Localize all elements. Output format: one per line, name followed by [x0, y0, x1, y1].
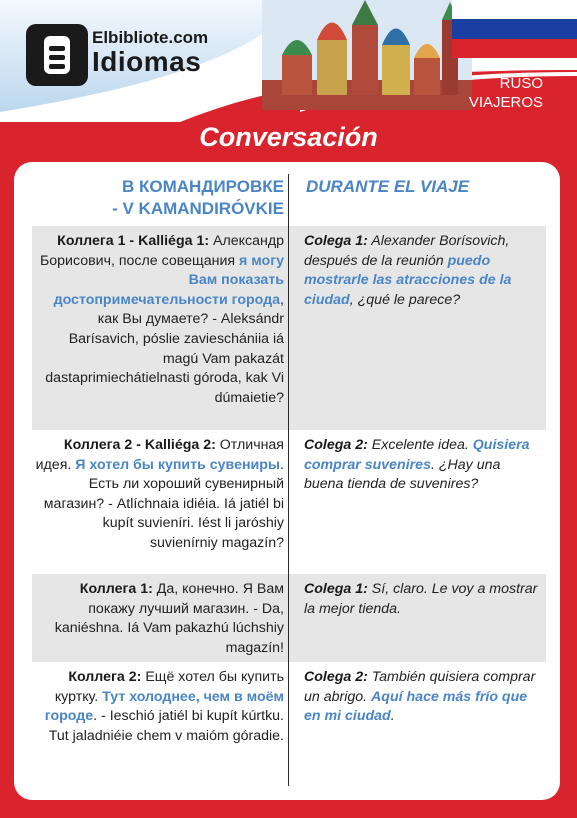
russian-header-line1: В КОМАНДИРОВКЕ: [122, 177, 284, 196]
text: También quisiera comprar un abrigo.: [304, 669, 536, 705]
tag-language: RUSO: [499, 75, 543, 92]
speaker-label: Colega 1:: [304, 581, 368, 597]
russian-column-header: [32, 176, 284, 220]
speaker-label: Colega 2:: [304, 437, 368, 453]
conversation-card: [14, 162, 560, 800]
highlight-phrase: я могу Вам показать достопримечательности города: [53, 252, 284, 308]
dialogue-row: [32, 662, 546, 792]
text: Отличная идея.: [35, 437, 284, 473]
russian-line: [32, 436, 284, 554]
text: . ¿Hay una buena tienda de suvenires?: [304, 456, 501, 493]
highlight-phrase: Aquí hace más frío que en mi ciudad: [304, 688, 528, 725]
text: .: [390, 708, 395, 725]
text: , ¿qué le parece?: [349, 291, 461, 308]
highlight-phrase: Тут холоднее, чем в моём городе: [44, 688, 284, 725]
speaker-label: Colega 2:: [304, 669, 368, 685]
dialogue-row: [32, 226, 546, 430]
russian-line: [32, 232, 284, 408]
speaker-label: Коллега 1 - Kalliéga 1:: [57, 233, 210, 249]
text: , как Вы думаете? - Aleksándr Barísavich, póslie zavieschániia iá magú Vam pakazát dastaprimiechátielnasti góroda, kak Vi dúmaietie?: [45, 291, 284, 406]
dialogue-row: [32, 574, 546, 662]
spanish-line: [304, 668, 540, 727]
speaker-label: Colega 1:: [304, 233, 368, 249]
column-divider: [288, 174, 289, 786]
russian-line: [32, 580, 284, 658]
text: . - Ieschió jatiél bi kupít kúrtku. Tut jaladniéie chem v maióm góradie.: [48, 708, 284, 744]
highlight-phrase: Quisiera comprar suvenires: [304, 437, 530, 473]
spanish-column-header: DURANTE EL VIAJE: [306, 177, 470, 196]
logo-book-icon: [26, 24, 88, 86]
text: Александр Борисович, после совещания: [39, 233, 284, 269]
text: Да, конечно. Я Вам покажу лучший магазин. - Da, kaniéshna. Iá Vam pakazhú lúchshiy magazín!: [54, 581, 284, 656]
text: Excelente idea.: [367, 437, 473, 453]
russian-flag-icon: [452, 0, 577, 58]
spanish-line: [304, 232, 540, 310]
page-title: Conversación: [199, 122, 378, 152]
brand-logo[interactable]: [16, 10, 226, 90]
spanish-line: [304, 436, 540, 495]
category-tag: [469, 74, 543, 112]
speaker-label: Коллега 2:: [68, 669, 142, 685]
text: Ещё хотел бы купить куртку.: [54, 669, 284, 705]
text: Sí, claro. Le voy a mostrar la mejor tienda.: [304, 581, 538, 617]
russian-line: [32, 668, 284, 746]
brand-name: Elbibliote.com: [92, 28, 209, 47]
spanish-line: [304, 580, 540, 619]
text: . Есть ли хороший сувенирный магазин? - Atlíchnaia idiéia. Iá jatiél bi kupít suvieníri. Iést li jaróshiy suvienírniy magazín?: [43, 456, 284, 551]
russian-header-line2: - V KAMANDIRÓVKIE: [112, 199, 284, 218]
speaker-label: Коллега 1:: [79, 581, 153, 597]
brand-subtitle: Idiomas: [92, 46, 202, 77]
speaker-label: Коллега 2 - Kalliéga 2:: [63, 437, 216, 453]
kremlin-illustration: [262, 0, 472, 110]
highlight-phrase: puedo mostrarle las atracciones de la ciudad: [304, 252, 512, 308]
dialogue-row: [32, 430, 546, 574]
tag-topic: VIAJEROS: [468, 94, 543, 111]
highlight-phrase: Я хотел бы купить сувениры: [75, 456, 281, 473]
text: Alexander Borísovich, después de la reunión: [304, 233, 510, 269]
